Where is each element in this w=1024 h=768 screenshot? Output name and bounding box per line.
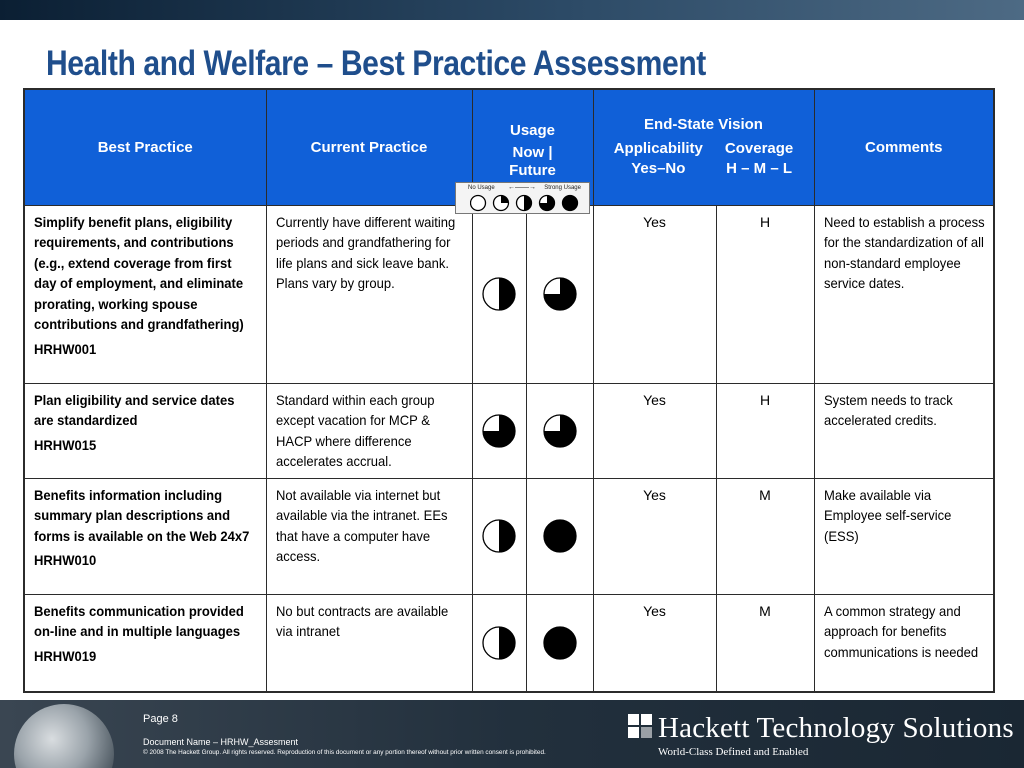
legend-harvey-ball [494,196,509,211]
header-usage-future: Future [509,162,556,179]
header-end-state-vision [593,89,814,205]
best-practice-id: HRHW015 [34,436,97,453]
usage-now-cell [472,205,526,383]
page-title: Health and Welfare – Best Practice Assessment [46,44,706,83]
legend-strong-usage-label: Strong Usage [544,185,581,191]
coverage-cell: M [716,478,814,594]
brand-tagline: World-Class Defined and Enabled [658,746,809,758]
comments-text: A common strategy and approach for benefits communications is needed [823,602,978,660]
usage-legend [455,182,590,214]
comments-cell [814,383,994,478]
assessment-table [23,88,995,693]
current-practice-cell [266,594,472,692]
usage-future-ball [540,516,580,556]
current-practice-cell [266,383,472,478]
table-row [24,383,994,478]
usage-future-cell [526,478,593,594]
best-practice-cell [24,478,266,594]
usage-future-cell [526,383,593,478]
coverage-cell: M [716,594,814,692]
comments-cell [814,478,994,594]
current-practice-text: Not available via internet but available via the intranet. EEs that have a computer have access. [275,486,448,564]
globe-image [14,704,114,768]
usage-future-ball [540,411,580,451]
table-row [24,478,994,594]
header-esv-title: End-State Vision [644,116,763,134]
header-comments: Comments [814,89,994,205]
hackett-logo-icon [628,714,652,738]
table-row [24,594,994,692]
coverage-cell: H [716,205,814,383]
usage-future-ball-shape [544,627,576,659]
page-number: Page 8 [143,713,178,725]
legend-harvey-ball [517,196,532,211]
usage-now-ball-shape [483,627,515,659]
comments-text: System needs to track accelerated credits. [823,391,953,428]
header-usage-now: Now | [512,144,553,161]
usage-now-ball [479,274,519,314]
usage-future-ball-shape [544,520,576,552]
current-practice-text: Currently have different waiting periods and grandfathering for life plans and sick leave bank. Plans vary by group. [275,213,455,291]
header-usage-title: Usage [509,122,556,139]
best-practice-id: HRHW001 [34,340,97,357]
best-practice-text: Simplify benefit plans, eligibility requirements, and contributions (e.g., extend coverage from first day of employment, and eliminate prorating, working spouse contributions and grandfathering) [34,213,244,332]
header-applicability-sub: Yes–No [631,160,686,178]
header-coverage-sub: H – M – L [726,160,793,178]
legend-arrow: ←——→ [508,184,536,191]
usage-future-cell [526,594,593,692]
header-current-practice: Current Practice [266,89,472,205]
usage-now-cell [472,478,526,594]
best-practice-id: HRHW019 [34,647,97,664]
comments-text: Make available via Employee self-service (ESS) [823,486,951,544]
best-practice-cell [24,594,266,692]
legend-harvey-ball [471,196,486,211]
comments-cell [814,205,994,383]
best-practice-id: HRHW010 [34,552,97,568]
legend-harvey-ball [563,196,578,211]
usage-now-ball-shape [483,278,515,310]
top-banner [0,0,1024,20]
coverage-cell: H [716,383,814,478]
copyright-notice: © 2008 The Hackett Group. All rights reserved. Reproduction of this document or any portion thereof without prior written consent is prohibited. [143,749,546,756]
current-practice-cell [266,205,472,383]
applicability-cell: Yes [593,478,716,594]
best-practice-cell [24,383,266,478]
usage-future-cell [526,205,593,383]
usage-future-ball [540,623,580,663]
usage-future-ball-shape [544,278,576,310]
document-name: Document Name – HRHW_Assesment [143,737,299,747]
usage-future-ball-shape [544,415,576,447]
comments-cell [814,594,994,692]
usage-now-ball [479,411,519,451]
applicability-cell: Yes [593,205,716,383]
usage-now-cell [472,383,526,478]
best-practice-cell [24,205,266,383]
usage-now-ball-shape [483,520,515,552]
header-best-practice: Best Practice [24,89,266,205]
best-practice-text: Benefits communication provided on-line and in multiple languages [34,602,244,639]
applicability-cell: Yes [593,594,716,692]
table-row [24,205,994,383]
legend-no-usage-label: No Usage [468,185,495,191]
header-applicability: Applicability [613,140,703,158]
current-practice-text: No but contracts are available via intranet [275,602,448,639]
current-practice-cell [266,478,472,594]
best-practice-text: Plan eligibility and service dates are standardized [34,391,235,428]
usage-future-ball [540,274,580,314]
footer [0,700,1024,768]
usage-now-ball [479,623,519,663]
comments-text: Need to establish a process for the standardization of all non-standard employee service dates. [823,213,985,291]
applicability-cell: Yes [593,383,716,478]
usage-now-ball-shape [483,415,515,447]
current-practice-text: Standard within each group except vacation for MCP & HACP where difference accelerates accrual. [275,391,435,469]
usage-now-cell [472,594,526,692]
legend-harvey-balls [470,194,580,212]
usage-now-ball [479,516,519,556]
best-practice-text: Benefits information including summary plan descriptions and forms is available on the Web 24x7 [34,486,250,544]
legend-harvey-ball [540,196,555,211]
header-coverage: Coverage [724,140,794,158]
brand-name: Hackett Technology Solutions [658,712,1014,744]
